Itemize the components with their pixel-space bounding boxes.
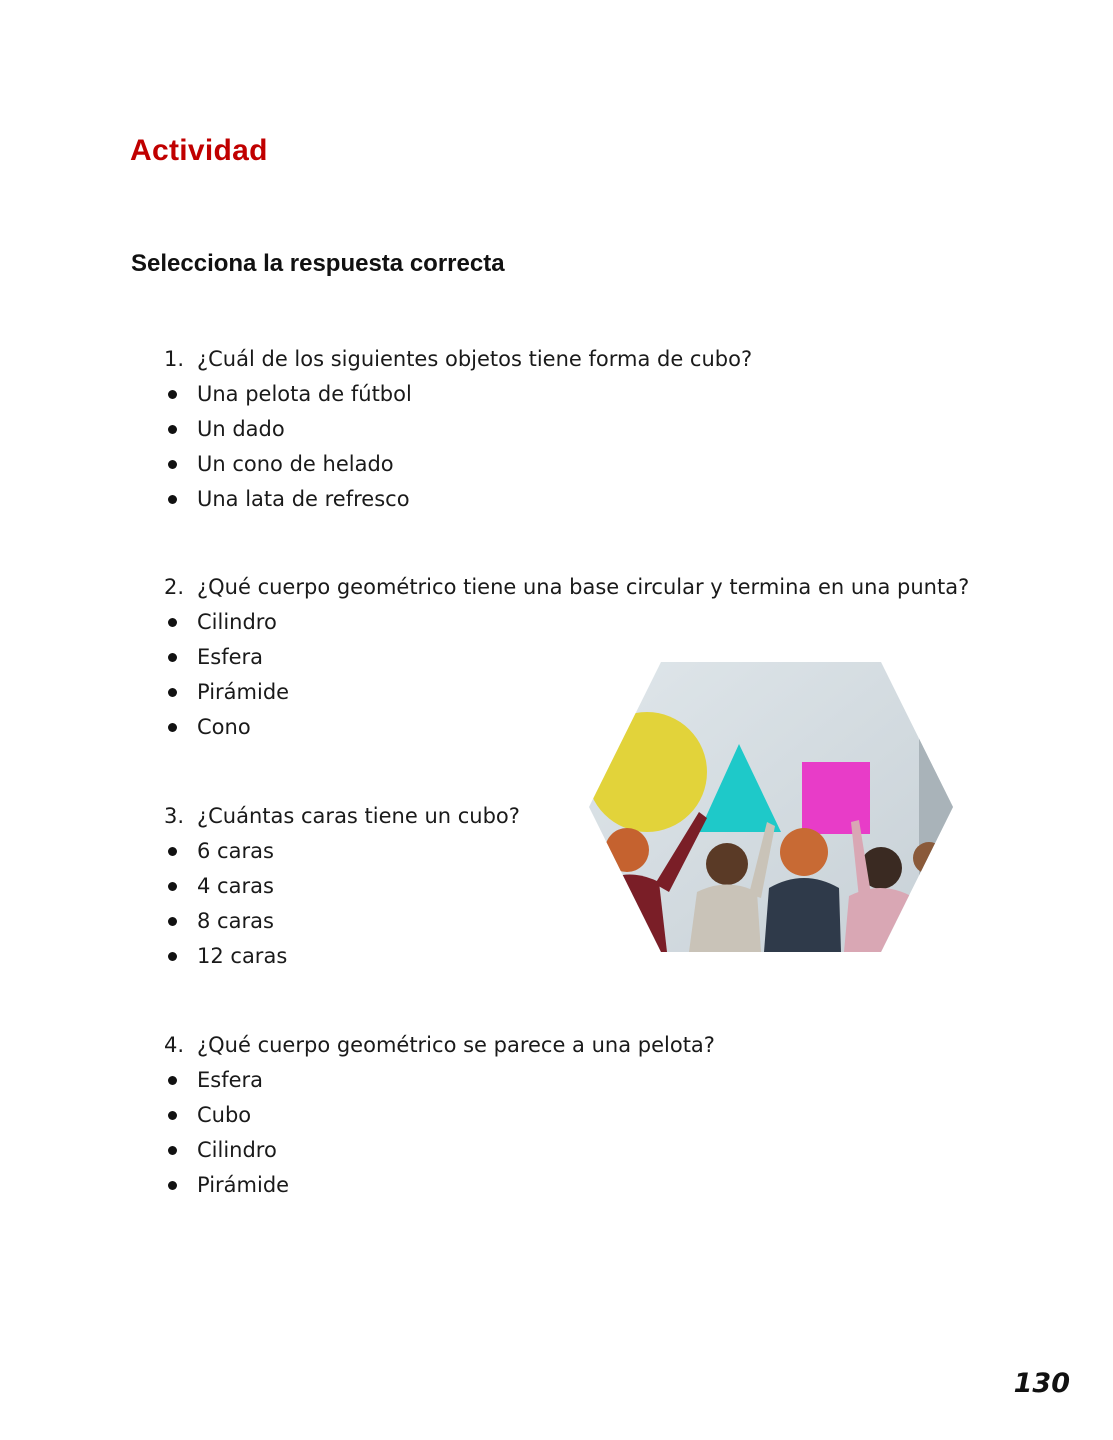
option-label: Cubo (197, 1103, 252, 1127)
page-number: 130 (1013, 1368, 1070, 1399)
option-label: Cilindro (197, 610, 277, 634)
option-label: Una pelota de fútbol (197, 382, 412, 406)
option-label: 12 caras (197, 944, 288, 968)
bullet-icon (168, 882, 177, 891)
question-number: 2. (164, 575, 185, 599)
bullet-icon (168, 847, 177, 856)
option-item[interactable] (164, 605, 969, 640)
question-1 (164, 342, 752, 517)
option-label: Cilindro (197, 1138, 277, 1162)
bullet-icon (168, 495, 177, 504)
option-label: Una lata de refresco (197, 487, 410, 511)
option-list (164, 1063, 715, 1203)
bullet-icon (168, 917, 177, 926)
option-item[interactable] (164, 869, 520, 904)
bullet-icon (168, 618, 177, 627)
option-item[interactable] (164, 1063, 715, 1098)
option-item[interactable] (164, 412, 752, 447)
activity-title: Actividad (130, 134, 268, 167)
option-list (164, 834, 520, 974)
bullet-icon (168, 1076, 177, 1085)
option-item[interactable] (164, 1168, 715, 1203)
question-3 (164, 799, 520, 974)
question-text: ¿Cuántas caras tiene un cubo? (197, 804, 520, 828)
option-label: Cono (197, 715, 251, 739)
instructions-heading: Selecciona la respuesta correcta (131, 250, 505, 277)
option-label: 4 caras (197, 874, 274, 898)
option-label: Un cono de helado (197, 452, 394, 476)
bullet-icon (168, 460, 177, 469)
option-item[interactable] (164, 1098, 715, 1133)
option-label: Esfera (197, 645, 264, 669)
option-item[interactable] (164, 904, 520, 939)
option-item[interactable] (164, 834, 520, 869)
bullet-icon (168, 952, 177, 961)
bullet-icon (168, 390, 177, 399)
magenta-square-icon (802, 762, 870, 834)
option-label: 8 caras (197, 909, 274, 933)
question-number: 4. (164, 1033, 185, 1057)
bullet-icon (168, 653, 177, 662)
bullet-icon (168, 1181, 177, 1190)
bullet-icon (168, 1111, 177, 1120)
question-number: 1. (164, 347, 185, 371)
question-text: ¿Qué cuerpo geométrico se parece a una pelota? (197, 1033, 715, 1057)
children-shapes-photo (589, 662, 953, 952)
bullet-icon (168, 688, 177, 697)
option-label: 6 caras (197, 839, 274, 863)
yellow-circle-icon (589, 712, 707, 832)
option-label: Pirámide (197, 680, 290, 704)
option-list (164, 377, 752, 517)
bullet-icon (168, 1146, 177, 1155)
option-item[interactable] (164, 447, 752, 482)
option-item[interactable] (164, 1133, 715, 1168)
option-label: Un dado (197, 417, 285, 441)
question-number: 3. (164, 804, 185, 828)
option-item[interactable] (164, 482, 752, 517)
option-label: Pirámide (197, 1173, 290, 1197)
option-item[interactable] (164, 939, 520, 974)
option-label: Esfera (197, 1068, 264, 1092)
bullet-icon (168, 723, 177, 732)
bullet-icon (168, 425, 177, 434)
question-4 (164, 1028, 715, 1203)
question-text: ¿Qué cuerpo geométrico tiene una base circular y termina en una punta? (197, 575, 970, 599)
question-text: ¿Cuál de los siguientes objetos tiene forma de cubo? (197, 347, 753, 371)
option-item[interactable] (164, 377, 752, 412)
